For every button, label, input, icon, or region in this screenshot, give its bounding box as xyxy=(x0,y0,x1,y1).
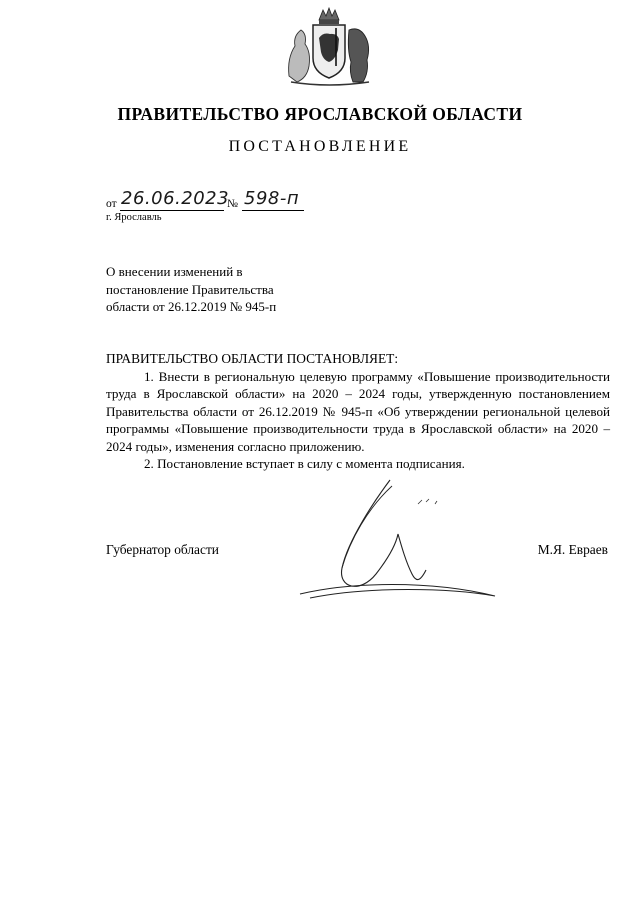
city: г. Ярославль xyxy=(106,212,162,223)
subject-line: постановление Правительства xyxy=(106,281,274,297)
document-date: 26.06.2023 xyxy=(121,188,230,209)
body-item-1: 1. Внести в региональную целевую программу «Повышение производительности труда в Ярославской области» на 2020 – 2024 годы, утвержденную постановлением Правительства области от 26.12.2019 № 945-п «Об утверждении региональной целевой программы «Повышение производительности труда в Ярославской области» на 2020 – 2024 годы», изменения согласно приложению. xyxy=(106,369,610,454)
date-underline xyxy=(120,210,224,211)
signer-title: Губернатор области xyxy=(106,542,219,557)
body-text xyxy=(106,368,610,472)
handwritten-signature xyxy=(280,470,520,610)
number-label: № xyxy=(227,198,238,210)
signer-name: М.Я. Евраев xyxy=(537,542,608,557)
document-number: 598-п xyxy=(244,188,300,209)
subject-line: О внесении изменений в xyxy=(106,264,243,279)
subject-line: области от 26.12.2019 № 945-п xyxy=(106,299,277,314)
resolve-heading: ПРАВИТЕЛЬСТВО ОБЛАСТИ ПОСТАНОВЛЯЕТ: xyxy=(106,351,399,366)
body-item-2: 2. Постановление вступает в силу с момента подписания. xyxy=(144,456,465,472)
number-underline xyxy=(242,210,304,211)
from-label: от xyxy=(106,198,117,210)
registration-line xyxy=(106,190,326,214)
government-title: ПРАВИТЕЛЬСТВО ЯРОСЛАВСКОЙ ОБЛАСТИ xyxy=(117,104,523,124)
yaroslavl-coat-of-arms-icon xyxy=(283,6,375,86)
subject-block xyxy=(106,263,276,316)
document-type: ПОСТАНОВЛЕНИЕ xyxy=(228,138,412,155)
